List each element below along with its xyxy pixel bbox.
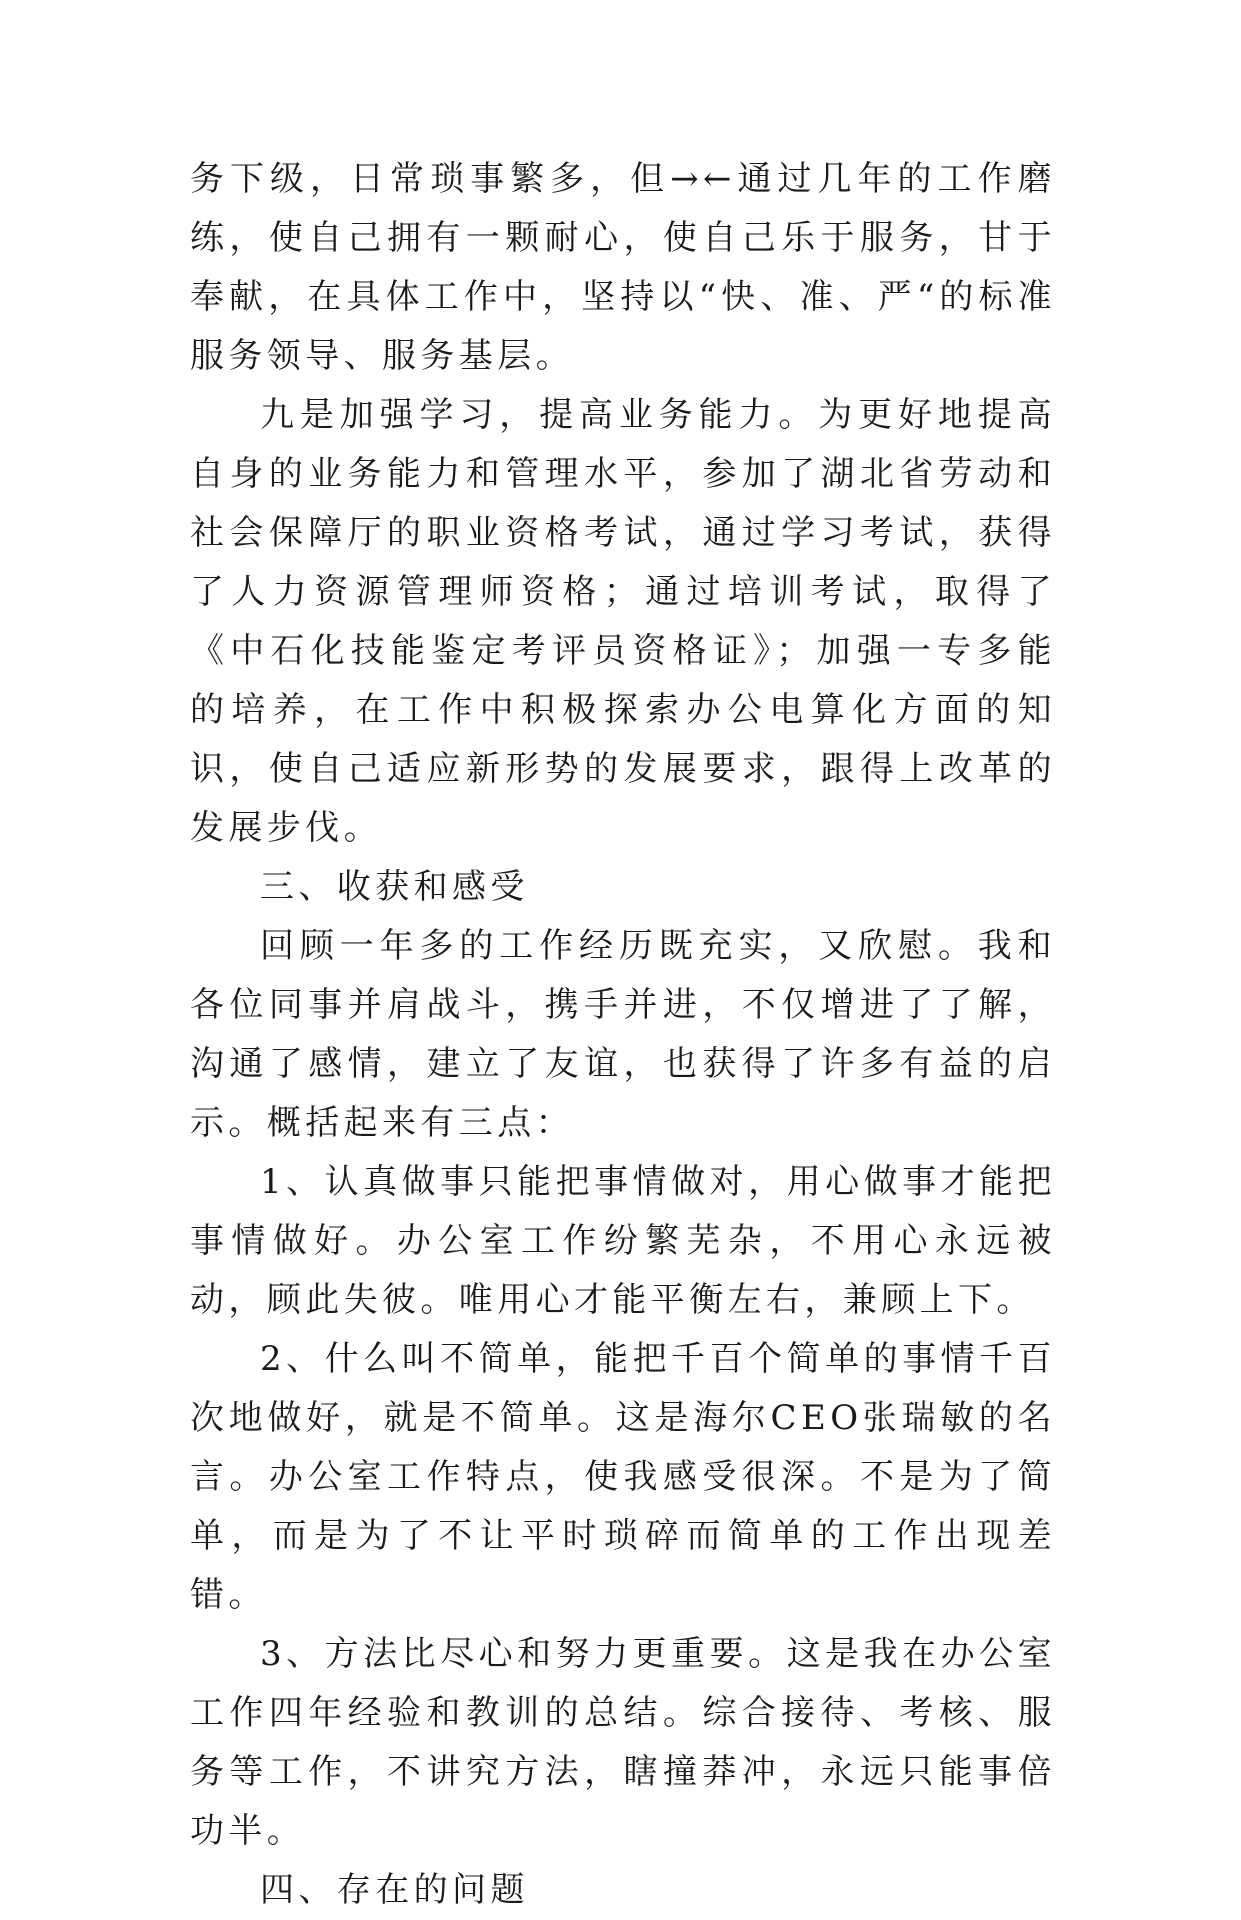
paragraph-point-1: 1、认真做事只能把事情做对，用心做事才能把事情做好。办公室工作纷繁芜杂，不用心永远被动，顾此失彼。唯用心才能平衡左右，兼顾上下。 xyxy=(190,1162,1056,1320)
section-heading-gains: 三、收获和感受 xyxy=(260,867,529,907)
paragraph-review: 回顾一年多的工作经历既充实，又欣慰。我和各位同事并肩战斗，携手并进，不仅增进了了解，沟通了感情，建立了友谊，也获得了许多有益的启示。概括起来有三点： xyxy=(190,926,1056,1143)
section-heading-problems: 四、存在的问题 xyxy=(260,1870,529,1910)
paragraph-point-2: 2、什么叫不简单，能把千百个简单的事情千百次地做好，就是不简单。这是海尔CEO张瑞敏的名言。办公室工作特点，使我感受很深。不是为了简单，而是为了不让平时琐碎而简单的工作出现差错。 xyxy=(190,1339,1056,1615)
paragraph-point-3: 3、方法比尽心和努力更重要。这是我在办公室工作四年经验和教训的总结。综合接待、考核、服务等工作，不讲究方法，瞎撞莽冲，永远只能事倍功半。 xyxy=(190,1634,1056,1851)
paragraph-study-improvement: 九是加强学习，提高业务能力。为更好地提高自身的业务能力和管理水平，参加了湖北省劳动和社会保障厅的职业资格考试，通过学习考试，获得了人力资源管理师资格；通过培训考试，取得了《中石化技能鉴定考评员资格证》；加强一专多能的培养，在工作中积极探索办公电算化方面的知识，使自己适应新形势的发展要求，跟得上改革的发展步伐。 xyxy=(190,395,1056,848)
document-page xyxy=(190,150,1056,1920)
paragraph-service-attitude: 务下级，日常琐事繁多，但→←通过几年的工作磨练，使自己拥有一颗耐心，使自己乐于服务，甘于奉献，在具体工作中，坚持以“快、准、严“的标准服务领导、服务基层。 xyxy=(190,159,1056,376)
